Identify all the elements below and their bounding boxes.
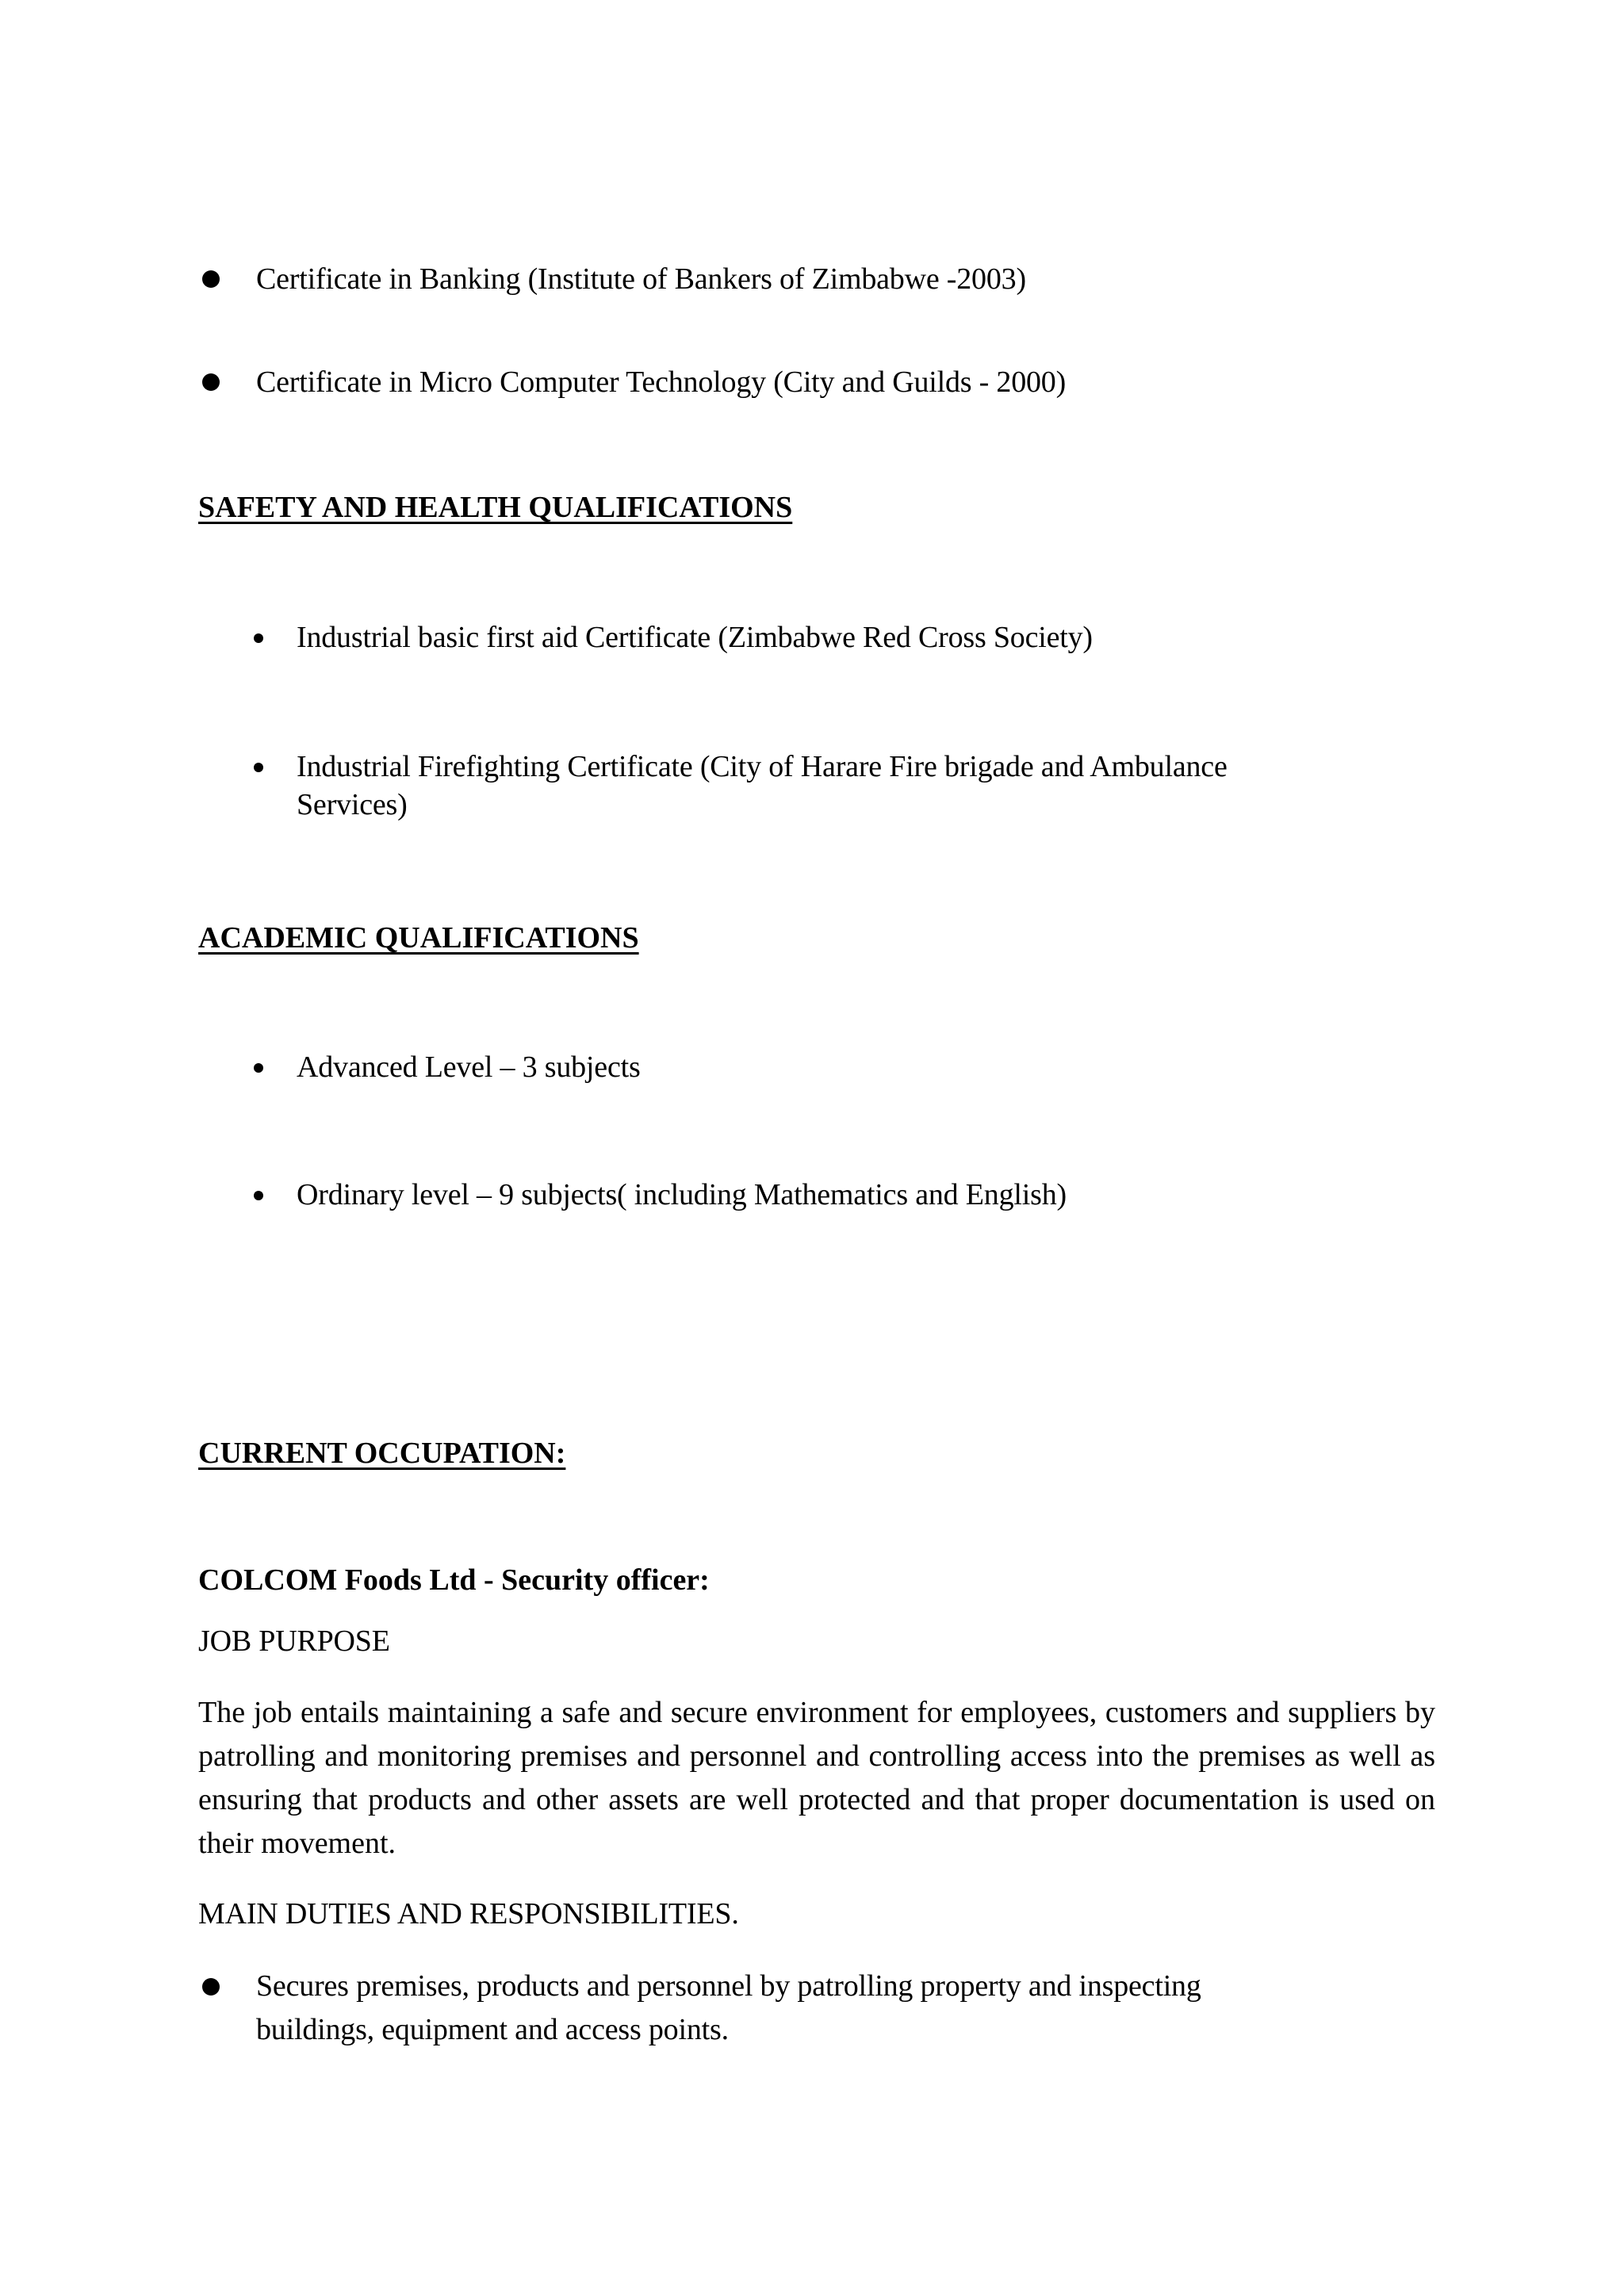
section-heading-occupation: CURRENT OCCUPATION: [198,1437,566,1470]
certificate-item: Certificate in Micro Computer Technology (City and Guilds - 2000) [256,365,1067,399]
job-purpose-label: JOB PURPOSE [198,1624,390,1658]
bullet-icon [202,270,220,288]
bullet-icon [254,1063,263,1073]
bullet-icon [202,1978,220,1996]
list-item: Industrial basic first aid Certificate (Zimbabwe Red Cross Society) [297,621,1093,654]
section-heading-academic: ACADEMIC QUALIFICATIONS [198,921,639,955]
company-title: COLCOM Foods Ltd - Security officer: [198,1563,710,1597]
list-item: Advanced Level – 3 subjects [297,1050,641,1084]
list-item: Industrial Firefighting Certificate (City of Harare Fire brigade and Ambulance [297,750,1228,783]
bullet-icon [254,763,263,772]
list-item-continuation: Services) [297,788,408,821]
job-purpose-text: The job entails maintaining a safe and secure environment for employees, customers and suppliers by patrolling and monitoring premises and personnel and controlling access into the premises as well as ensuring that products and other assets are well protected and that proper documentation is used on their movement. [198,1696,1435,1860]
bullet-icon [254,1191,263,1200]
bullet-icon [202,373,220,391]
duty-item-continuation: buildings, equipment and access points. [256,2013,729,2046]
bullet-icon [254,633,263,643]
duties-label: MAIN DUTIES AND RESPONSIBILITIES. [198,1897,739,1931]
list-item: Ordinary level – 9 subjects( including Mathematics and English) [297,1178,1067,1211]
duty-item: Secures premises, products and personnel by patrolling property and inspecting [256,1969,1201,2003]
section-heading-safety: SAFETY AND HEALTH QUALIFICATIONS [198,491,793,524]
certificate-item: Certificate in Banking (Institute of Bankers of Zimbabwe -2003) [256,262,1026,296]
